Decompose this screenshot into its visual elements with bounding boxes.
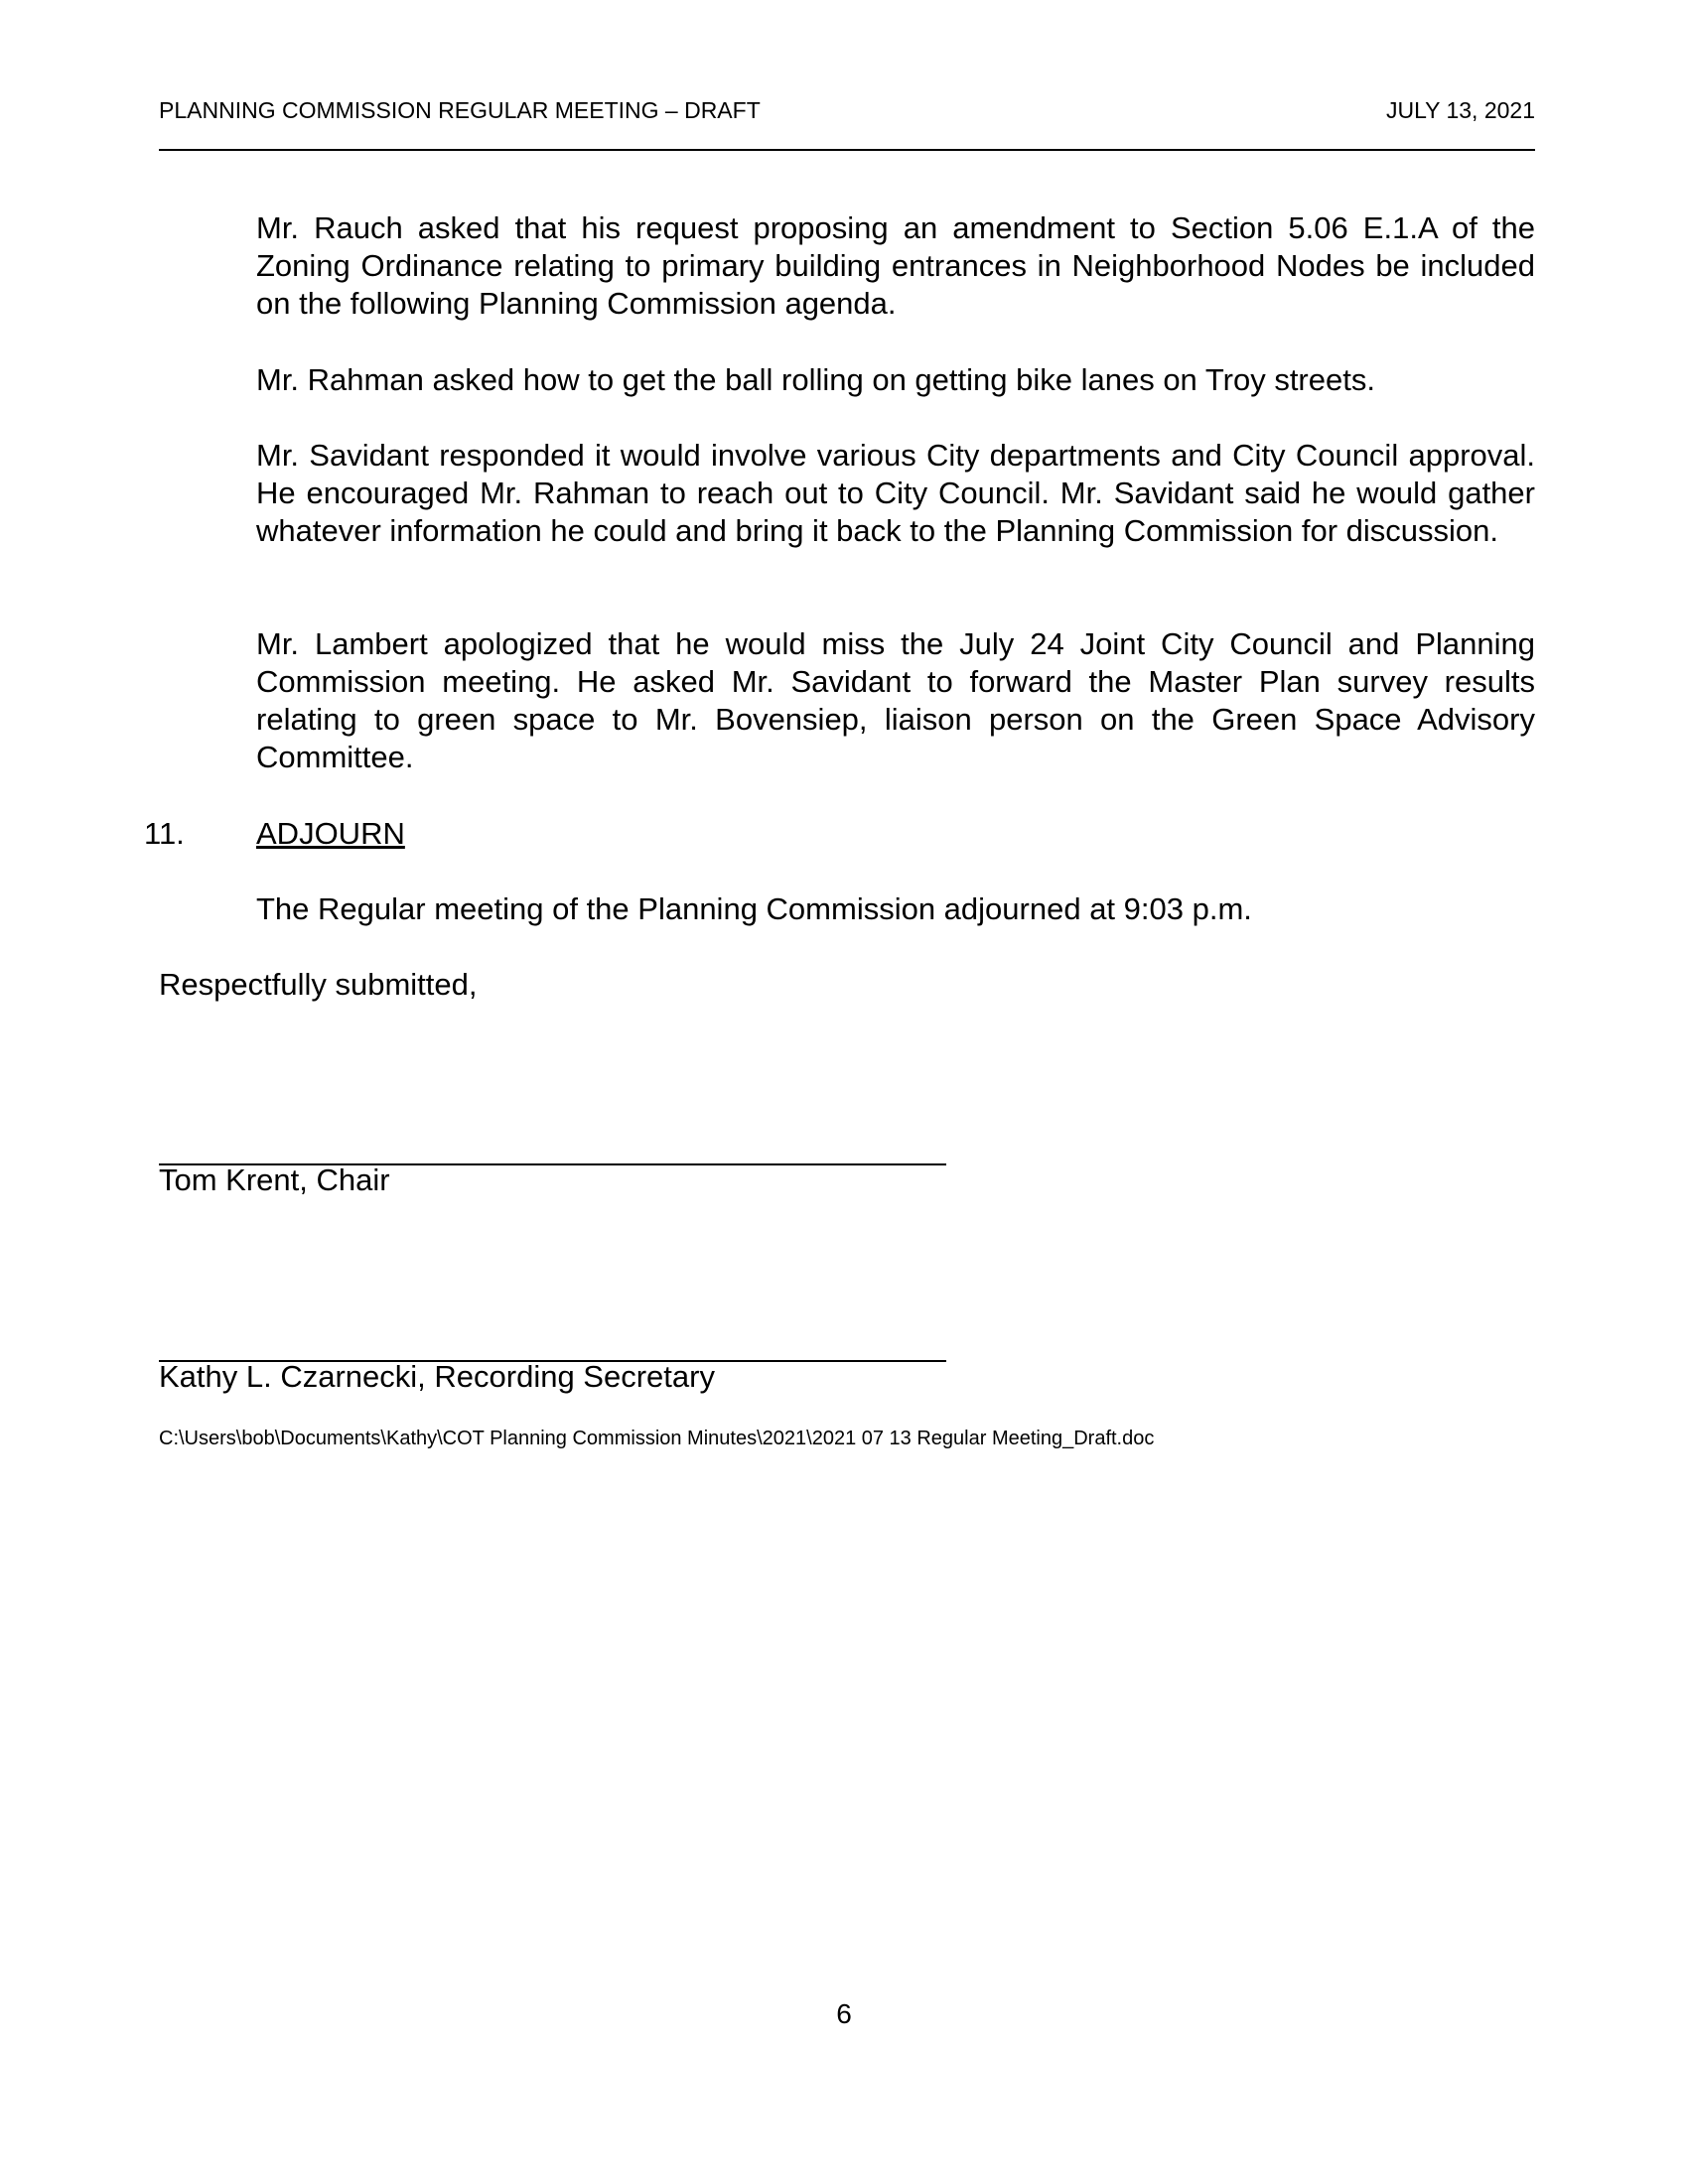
header-divider xyxy=(159,149,1535,151)
paragraph-savidant: Mr. Savidant responded it would involve various City departments and City Council approval. He encouraged Mr. Rahman to reach out to City Council. Mr. Savidant said he would gather whatever information he could and bring it back to the Planning Commission for discussion. xyxy=(256,438,1535,548)
section-title: ADJOURN xyxy=(256,816,405,851)
paragraph-adjourn: The Regular meeting of the Planning Commission adjourned at 9:03 p.m. xyxy=(256,891,1252,926)
signature-name-secretary: Kathy L. Czarnecki, Recording Secretary xyxy=(159,1359,715,1394)
header-title: PLANNING COMMISSION REGULAR MEETING – DRAFT xyxy=(159,97,761,123)
paragraph-lambert: Mr. Lambert apologized that he would miss the July 24 Joint City Council and Planning Commission meeting. He asked Mr. Savidant to forward the Master Plan survey results relating to green space to Mr. Bovensiep, liaison person on the Green Space Advisory Committee. xyxy=(256,626,1535,774)
file-path: C:\Users\bob\Documents\Kathy\COT Planning Commission Minutes\2021\2021 07 13 Regular Meeting_Draft.doc xyxy=(159,1428,1155,1449)
paragraph-rahman: Mr. Rahman asked how to get the ball rolling on getting bike lanes on Troy streets. xyxy=(256,362,1375,397)
paragraph-rauch: Mr. Rauch asked that his request proposing an amendment to Section 5.06 E.1.A of the Zoning Ordinance relating to primary building entrances in Neighborhood Nodes be included on the following Planning Commission agenda. xyxy=(256,210,1535,321)
page-number: 6 xyxy=(836,1998,852,2029)
signature-name-chair: Tom Krent, Chair xyxy=(159,1162,390,1197)
closing-text: Respectfully submitted, xyxy=(159,967,478,1002)
section-number: 11. xyxy=(144,816,185,851)
header-date: JULY 13, 2021 xyxy=(1385,97,1535,123)
